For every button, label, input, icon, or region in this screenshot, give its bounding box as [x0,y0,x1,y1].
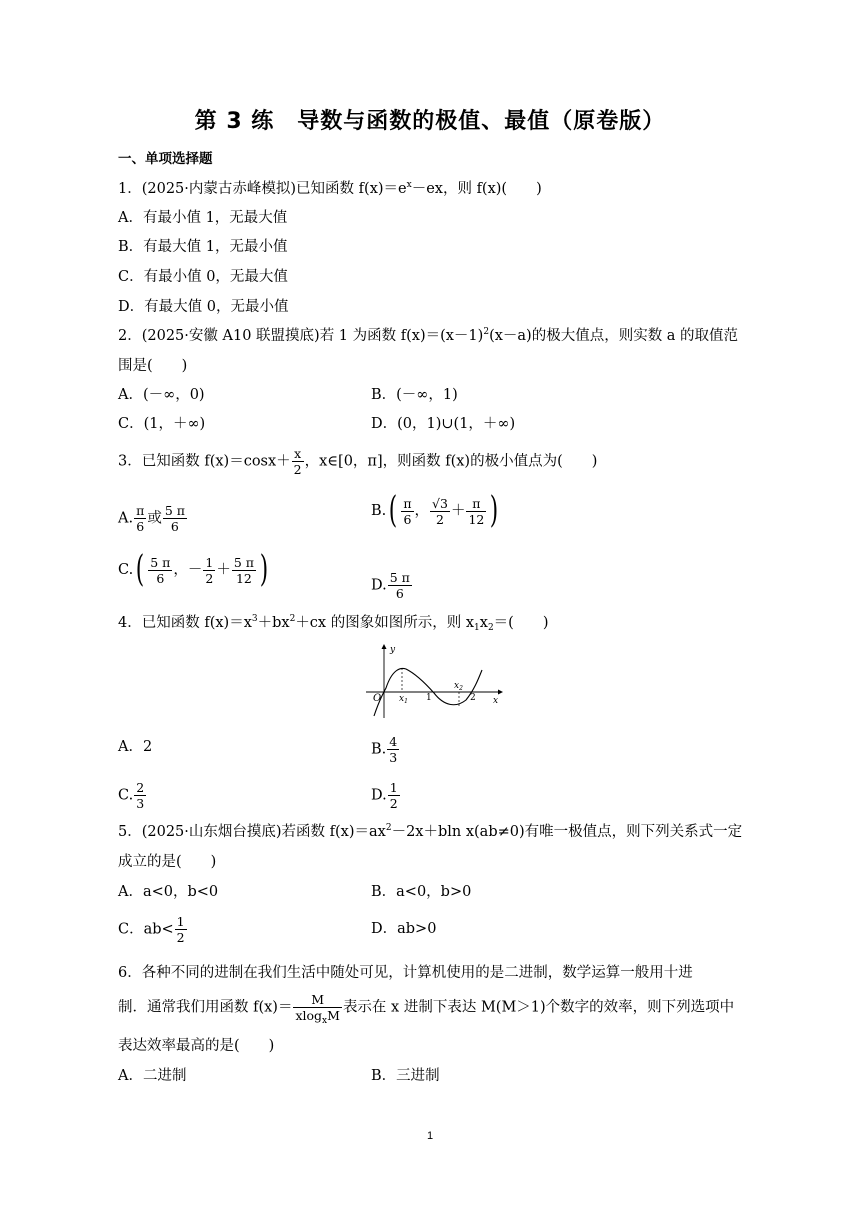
q1-option-b: B．有最大值 1，无最小值 [118,239,288,255]
q2-stem-line1: 2．(2025·安徽 A10 联盟摸底)若 1 为函数 $f(x)=(x-1)^2(x-a)$的极大值点，则实数 a 的取值范 [118,327,739,344]
q4-option-d: D. $\frac{1}{2}$ [371,780,398,811]
graph-tick-1: 1 [426,693,432,703]
q6-stem-line2: 制．通常我们用函数 f(x)＝ $\frac{M}{xlog_xM}$ 表示在 x 进制下表达 M(M＞1)个数字的效率，则下列选项中 [118,992,735,1026]
q1-option-c: C．有最小值 0，无最大值 [118,269,288,285]
q5-option-d: D．ab>0 [371,921,437,937]
fraction: $\frac{x}{2}$ [293,446,302,477]
q2-option-b: B．(－∞，1) [371,387,458,403]
q1-option-a: A．有最小值 1，无最大值 [118,210,288,226]
q2-option-d: D．(0，1)∪(1，＋∞) [371,416,516,432]
q4-option-a: A．2 [118,739,153,755]
page-title: 第 3 练 导数与函数的极值、最值（原卷版） [194,109,666,134]
q4-stem: 4．已知函数 $f(x)=x^3+bx^2+cx$ 的图象如图所示，则 $x_1x_2=$( ) [118,614,549,633]
q6-stem-line3: 表达效率最高的是( ) [118,1038,275,1054]
q1-stem: 1．(2025·内蒙古赤峰模拟)已知函数 $f(x)=e^x-ex$，则 f(x)( ) [118,180,542,197]
q3-option-c: C.( $\frac{5 \pi}{6}$ ，－ $\frac{1}{2}$ ＋ $\frac{5 \pi}{12}$ ) [118,549,269,590]
q1-option-d: D．有最大值 0，无最小值 [118,299,289,315]
section-heading: 一、单项选择题 [118,151,213,167]
q2-stem-line2: 围是( ) [118,358,188,374]
graph-x1-label: $x_1$ [399,694,408,705]
q3-option-d: D. $\frac{5 \pi}{6}$ [371,570,410,601]
q4-option-c: C. $\frac{2}{3}$ [118,780,145,811]
q2-option-c: C．(1，＋∞) [118,416,206,432]
q3-option-a: A. $\frac{\pi}{6}$ 或 $\frac{5 \pi}{6}$ [118,503,185,534]
q5-stem-line2: 成立的是( ) [118,854,217,870]
q5-option-c: C．ab< $\frac{1}{2}$ [118,914,185,945]
q4-option-b: B. $\frac{4}{3}$ [371,734,398,765]
q3-option-b: B.( $\frac{\pi}{6}$ ， $\frac{√3}{2}$ ＋ $\frac{\pi}{12}$ ) [371,490,499,531]
q2-option-a: A．(－∞，0) [118,387,205,403]
q4-function-graph [360,640,505,720]
page-number: 1 [426,1130,434,1142]
q6-stem-line1: 6．各种不同的进制在我们生活中随处可见，计算机使用的是二进制，数学运算一般用十进 [118,965,693,981]
q5-option-b: B．a<0，b>0 [371,884,472,900]
graph-x-label: x [493,696,499,706]
graph-origin-label: O [373,693,382,704]
q3-stem: 3．已知函数 f(x)＝cosx＋ $\frac{x}{2}$ ，x∈[0，π]，则函数 f(x)的极小值点为( ) [118,446,598,477]
q6-option-b: B．三进制 [371,1068,440,1084]
q5-stem-line1: 5．(2025·山东烟台摸底)若函数 $f(x)=ax^2-2x+bln$ x(ab≠0)有唯一极值点，则下列关系式一定 [118,823,743,840]
q5-option-a: A．a<0，b<0 [118,884,219,900]
graph-y-label: y [390,645,396,655]
q6-option-a: A．二进制 [118,1068,187,1084]
graph-x2-label: $x_2$ [454,681,463,692]
graph-tick-2: 2 [470,693,476,703]
